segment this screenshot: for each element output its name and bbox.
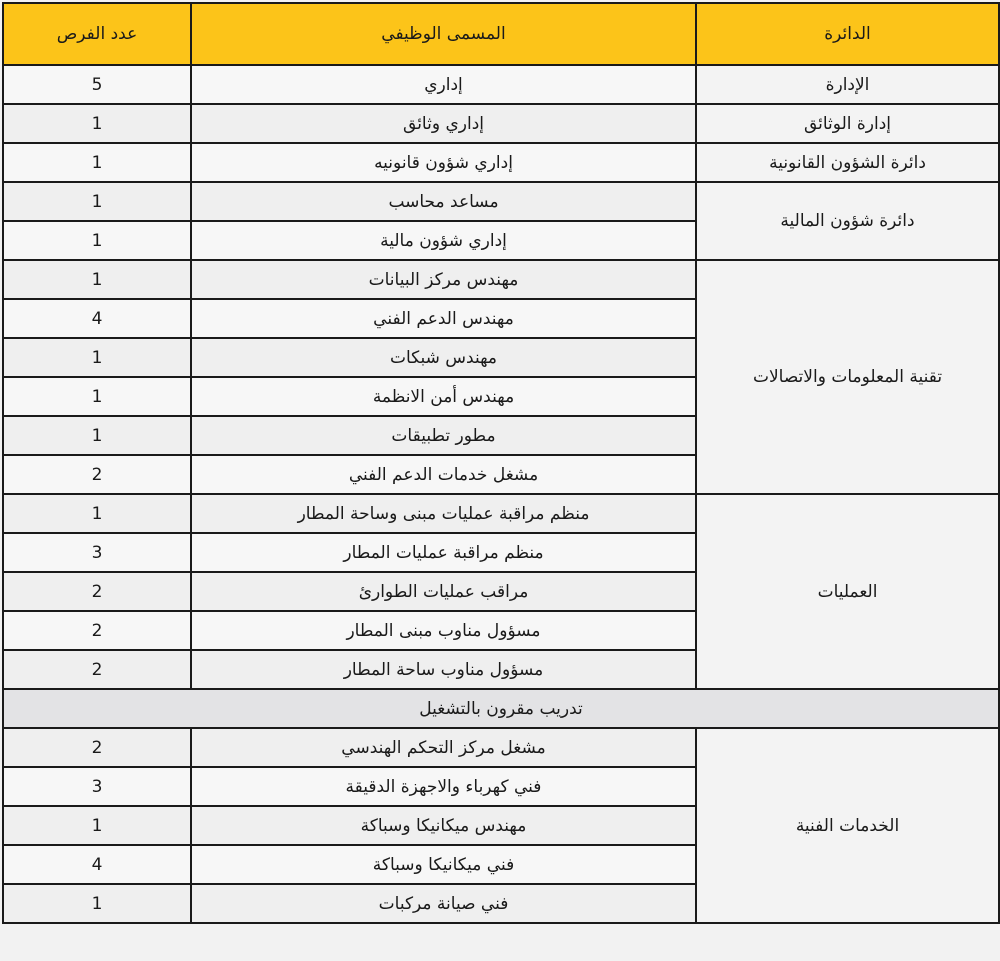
opening-count: 4: [3, 845, 191, 884]
header-row: [3, 3, 999, 65]
opening-count: 5: [3, 65, 191, 104]
opening-count: 2: [3, 611, 191, 650]
job-title: مهندس أمن الانظمة: [191, 377, 696, 416]
opening-count: 1: [3, 377, 191, 416]
job-title: مهندس شبكات: [191, 338, 696, 377]
opening-count: 1: [3, 260, 191, 299]
table-body: [3, 65, 999, 923]
job-title: مراقب عمليات الطوارئ: [191, 572, 696, 611]
department-name: دائرة شؤون المالية: [696, 182, 999, 260]
job-title: مشغل مركز التحكم الهندسي: [191, 728, 696, 767]
header-job-title: المسمى الوظيفي: [191, 3, 696, 65]
job-title: فني صيانة مركبات: [191, 884, 696, 923]
job-title: فني كهرباء والاجهزة الدقيقة: [191, 767, 696, 806]
job-title: مشغل خدمات الدعم الفني: [191, 455, 696, 494]
opening-count: 1: [3, 221, 191, 260]
table-row: [3, 728, 999, 767]
section-row: [3, 689, 999, 728]
opening-count: 2: [3, 650, 191, 689]
opening-count: 1: [3, 182, 191, 221]
job-title: منظم مراقبة عمليات المطار: [191, 533, 696, 572]
table-row: [3, 260, 999, 299]
header-count: عدد الفرص: [3, 3, 191, 65]
table-row: [3, 65, 999, 104]
opening-count: 1: [3, 416, 191, 455]
job-openings-table: [2, 2, 1000, 924]
opening-count: 2: [3, 728, 191, 767]
job-title: إداري: [191, 65, 696, 104]
job-title: مسؤول مناوب مبنى المطار: [191, 611, 696, 650]
opening-count: 1: [3, 143, 191, 182]
job-title: منظم مراقبة عمليات مبنى وساحة المطار: [191, 494, 696, 533]
opening-count: 1: [3, 338, 191, 377]
department-name: الخدمات الفنية: [696, 728, 999, 923]
opening-count: 4: [3, 299, 191, 338]
table-row: [3, 182, 999, 221]
opening-count: 2: [3, 455, 191, 494]
job-title: مسؤول مناوب ساحة المطار: [191, 650, 696, 689]
department-name: دائرة الشؤون القانونية: [696, 143, 999, 182]
department-name: الإدارة: [696, 65, 999, 104]
job-title: مهندس مركز البيانات: [191, 260, 696, 299]
opening-count: 3: [3, 767, 191, 806]
table-row: [3, 104, 999, 143]
table-row: [3, 494, 999, 533]
job-title: مهندس الدعم الفني: [191, 299, 696, 338]
department-name: تقنية المعلومات والاتصالات: [696, 260, 999, 494]
opening-count: 2: [3, 572, 191, 611]
job-title: مساعد محاسب: [191, 182, 696, 221]
header-department: الدائرة: [696, 3, 999, 65]
opening-count: 1: [3, 494, 191, 533]
opening-count: 1: [3, 806, 191, 845]
section-title: تدريب مقرون بالتشغيل: [3, 689, 999, 728]
opening-count: 1: [3, 884, 191, 923]
job-title: مطور تطبيقات: [191, 416, 696, 455]
job-title: فني ميكانيكا وسباكة: [191, 845, 696, 884]
job-title: مهندس ميكانيكا وسباكة: [191, 806, 696, 845]
department-name: إدارة الوثائق: [696, 104, 999, 143]
job-title: إداري شؤون قانونيه: [191, 143, 696, 182]
job-title: إداري شؤون مالية: [191, 221, 696, 260]
job-title: إداري وثائق: [191, 104, 696, 143]
department-name: العمليات: [696, 494, 999, 689]
opening-count: 3: [3, 533, 191, 572]
table-row: [3, 143, 999, 182]
opening-count: 1: [3, 104, 191, 143]
